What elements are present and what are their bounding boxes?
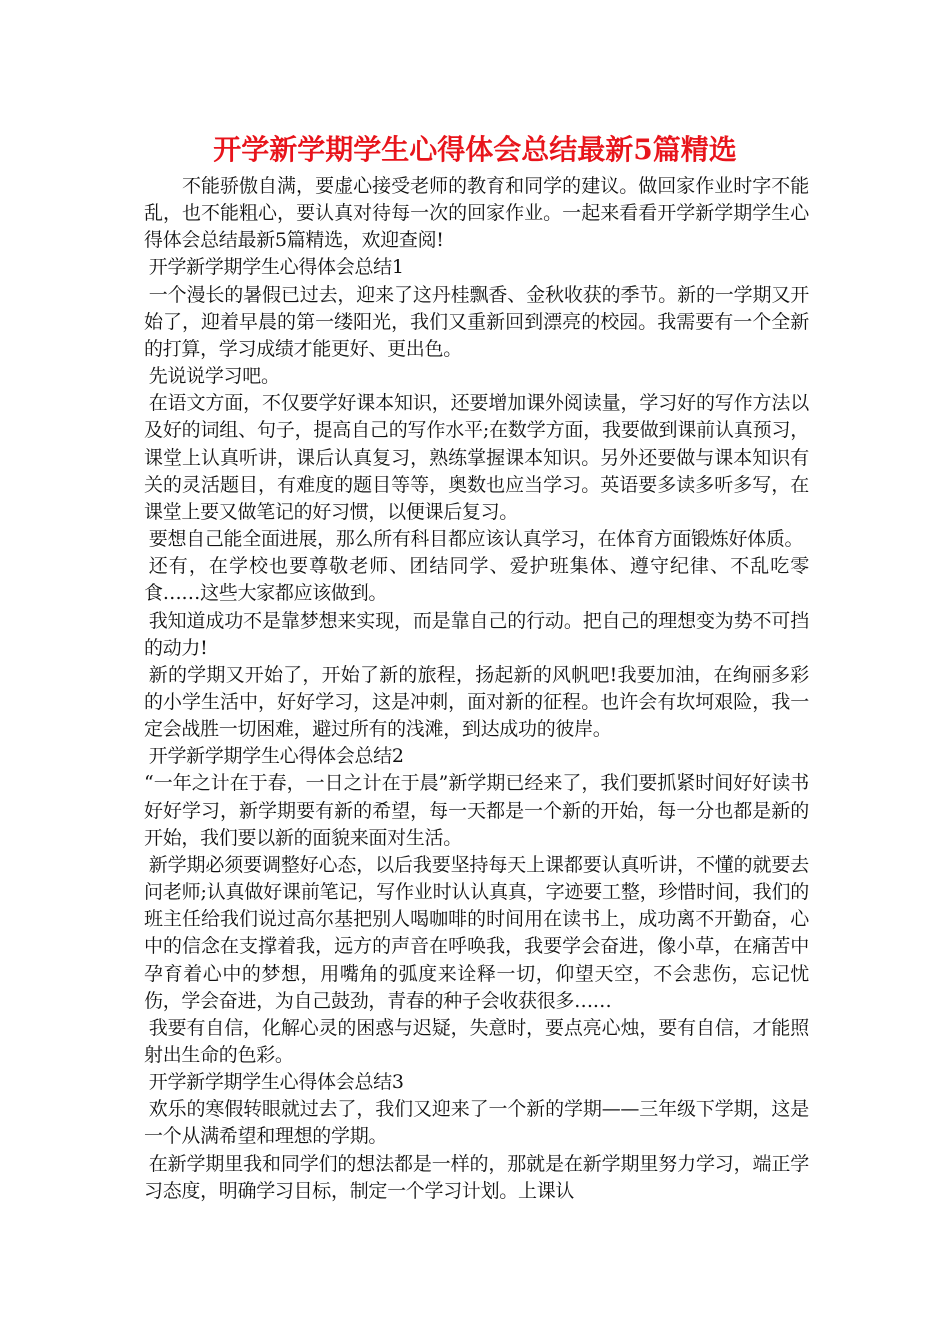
paragraph: 不能骄傲自满，要虚心接受老师的教育和同学的建议。做回家作业时字不能乱，也不能粗心，要认真对待每一次的回家作业。一起来看看开学新学期学生心得体会总结最新5篇精选，欢迎查阅! [144, 175, 809, 252]
paragraph: 先说说学习吧。 [148, 365, 280, 388]
paragraph: 一个漫长的暑假已过去，迎来了这丹桂飘香、金秋收获的季节。新的一学期又开始了，迎着早晨的第一缕阳光，我们又重新回到漂亮的校园。我需要有一个全新的打算，学习成绩才能更好、更出色。 [144, 283, 809, 360]
paragraph: “一年之计在于春，一日之计在于晨”新学期已经来了，我们要抓紧时间好好读书好好学习，新学期要有新的希望，每一天都是一个新的开始，每一分也都是新的开始，我们要以新的面貌来面对生活。 [144, 772, 809, 849]
paragraph: 新的学期又开始了，开始了新的旅程，扬起新的风帆吧!我要加油，在绚丽多彩的小学生活中，好好学习，这是冲刺，面对新的征程。也许会有坎坷艰险，我一定会战胜一切困难，避过所有的浅滩，到达成功的彼岸。 [144, 663, 809, 741]
paragraph: 在新学期里我和同学们的想法都是一样的，那就是在新学期里努力学习，端正学习态度，明确学习目标，制定一个学习计划。上课认 [144, 1152, 809, 1202]
section-heading: 开学新学期学生心得体会总结1 [148, 256, 404, 279]
section-heading: 开学新学期学生心得体会总结3 [148, 1071, 404, 1094]
document-title: 开学新学期学生心得体会总结最新5篇精选 [213, 133, 737, 166]
paragraph: 新学期必须要调整好心态，以后我要坚持每天上课都要认真听讲，不懂的就要去问老师;认真做好课前笔记，写作业时认认真真，字迹要工整，珍惜时间，我们的班主任给我们说过高尔基把别人喝咖啡的时间用在读书上，成功离不开勤奋，心中的信念在支撑着我，远方的声音在呼唤我，我要学会奋进，像小草，在痛苦中孕育着心中的梦想，用嘴角的弧度来诠释一切，仰望天空，不会悲伤，忘记忧伤，学会奋进，为自己鼓劲，青春的种子会收获很多…… [144, 853, 809, 1012]
document-body [144, 173, 809, 1205]
paragraph: 我知道成功不是靠梦想来实现，而是靠自己的行动。把自己的理想变为势不可挡的动力! [144, 609, 809, 659]
paragraph: 要想自己能全面进展，那么所有科目都应该认真学习，在体育方面锻炼好体质。 [148, 528, 804, 551]
paragraph: 欢乐的寒假转眼就过去了，我们又迎来了一个新的学期——三年级下学期，这是一个从满希望和理想的学期。 [144, 1098, 809, 1148]
paragraph: 我要有自信，化解心灵的困惑与迟疑，失意时，要点亮心烛，要有自信，才能照射出生命的色彩。 [144, 1016, 809, 1066]
paragraph: 在语文方面，不仅要学好课本知识，还要增加课外阅读量，学习好的写作方法以及好的词组、句子，提高自己的写作水平;在数学方面，我要做到课前认真预习，课堂上认真听讲，课后认真复习，熟练掌握课本知识。另外还要做与课本知识有关的灵活题目，有难度的题目等等，奥数也应当学习。英语要多读多听多写，在课堂上要又做笔记的好习惯，以便课后复习。 [144, 392, 809, 523]
paragraph: 还有，在学校也要尊敬老师、团结同学、爱护班集体、遵守纪律、不乱吃零食……这些大家都应该做到。 [144, 555, 809, 605]
section-heading: 开学新学期学生心得体会总结2 [148, 745, 404, 768]
